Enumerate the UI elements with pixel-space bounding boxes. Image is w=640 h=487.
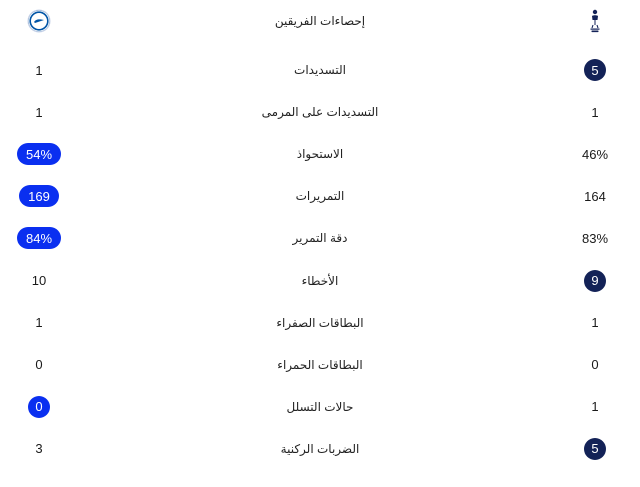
stat-row [0, 133, 640, 175]
stat-label: الاستحواذ [296, 147, 344, 162]
away-stat-highlight-badge: 169 [19, 185, 59, 207]
stats-title: إحصاءات الفريقين [274, 14, 366, 28]
home-stat-value: 83% [581, 230, 609, 246]
stat-label: البطاقات الحمراء [277, 357, 363, 372]
stat-label: التسديدات [294, 63, 346, 77]
away-stat-cell [0, 91, 78, 133]
away-stat-cell [0, 49, 78, 91]
stat-label: التسديدات على المرمى [261, 105, 379, 120]
away-stat-cell [0, 302, 78, 344]
home-stat-value: 1 [591, 104, 599, 120]
home-stat-cell [556, 217, 634, 259]
home-team-crest [556, 0, 634, 42]
home-stat-cell [556, 386, 634, 428]
brighton-crest-icon [27, 9, 51, 33]
away-stat-value: 0 [35, 357, 43, 373]
home-stat-value: 164 [584, 188, 606, 204]
home-stat-cell [556, 344, 634, 386]
away-stat-cell [0, 428, 78, 470]
away-stat-value: 1 [35, 62, 43, 78]
stat-row [0, 217, 640, 259]
home-stat-value: 1 [591, 315, 599, 331]
stat-row [0, 386, 640, 428]
home-stat-value: 0 [591, 357, 599, 373]
stat-row [0, 91, 640, 133]
home-stat-highlight-badge: 9 [584, 270, 606, 292]
away-stat-cell [0, 260, 78, 302]
stat-row [0, 260, 640, 302]
home-stat-cell [556, 91, 634, 133]
away-stat-cell [0, 344, 78, 386]
home-stat-cell [556, 49, 634, 91]
away-stat-value: 1 [35, 104, 43, 120]
stats-header-row [0, 0, 640, 42]
home-stat-value: 1 [591, 399, 599, 415]
stat-label: البطاقات الصفراء [276, 315, 364, 330]
stat-row [0, 344, 640, 386]
away-team-crest [0, 0, 78, 42]
home-stat-cell [556, 133, 634, 175]
home-stat-cell [556, 260, 634, 302]
stat-label: حالات التسلل [286, 399, 354, 414]
home-stat-value: 46% [581, 146, 609, 162]
away-stat-highlight-badge: 54% [17, 143, 61, 165]
away-stat-cell [0, 386, 78, 428]
away-stat-value: 3 [35, 441, 43, 457]
away-stat-highlight-badge: 0 [28, 396, 50, 418]
away-stat-cell [0, 217, 78, 259]
stat-label: دقة التمرير [292, 231, 348, 246]
away-stat-cell [0, 175, 78, 217]
tottenham-crest-icon [587, 8, 603, 34]
home-stat-cell [556, 175, 634, 217]
away-stat-value: 1 [35, 315, 43, 331]
stat-label: الأخطاء [301, 273, 339, 288]
stat-row [0, 302, 640, 344]
home-stat-cell [556, 428, 634, 470]
away-stat-cell [0, 133, 78, 175]
home-stat-cell [556, 302, 634, 344]
away-stat-value: 10 [31, 273, 47, 288]
stat-row [0, 175, 640, 217]
away-stat-highlight-badge: 84% [17, 227, 61, 249]
stat-row [0, 428, 640, 470]
stat-row [0, 49, 640, 91]
home-stat-highlight-badge: 5 [584, 59, 606, 81]
stat-label: الضربات الركنية [280, 441, 360, 456]
home-stat-highlight-badge: 5 [584, 438, 606, 460]
stat-label: التمريرات [295, 189, 345, 204]
